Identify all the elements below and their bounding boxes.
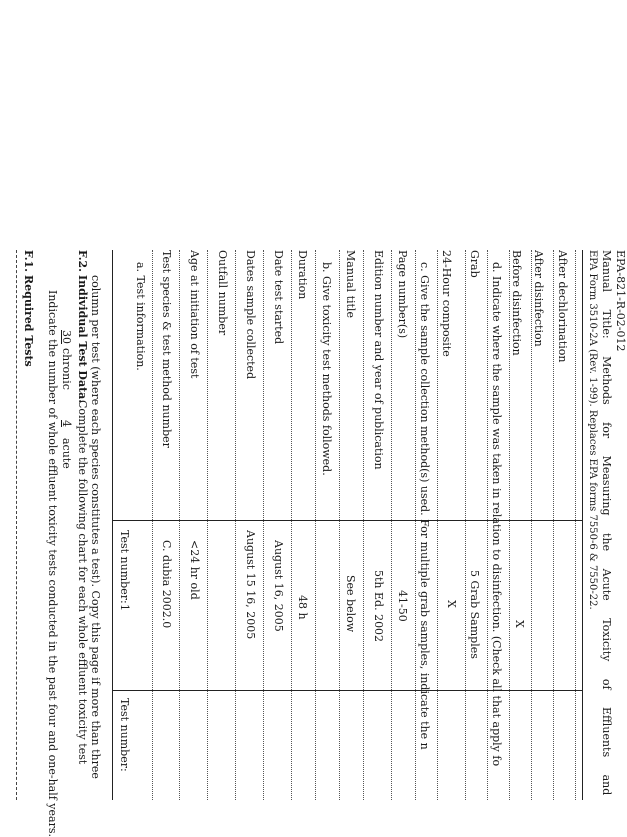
col-header-test-1: 1 — [118, 604, 131, 611]
row-value: 48 h — [296, 595, 309, 620]
section-f2-title: Individual Test Data. — [76, 275, 89, 404]
row-label: Manual title — [344, 250, 357, 318]
row-divider — [553, 250, 554, 800]
rotated-document — [18, 0, 627, 837]
row-divider — [315, 250, 316, 800]
group-b-label: b. Give toxicity test methods followed. — [320, 262, 333, 476]
section-f2-instruction-2: column per test (where each species constitutes a test). Copy this page if more than three — [89, 275, 102, 779]
manual-title-line: Manual Title: Methods for Measuring the Acute Toxicity of Effluents and — [600, 250, 613, 796]
form-number: EPA Form 3510-2A (Rev. 1-99). Replaces EPA forms 7550-6 & 7550-22. — [587, 250, 598, 610]
row-value: C. dubia 2002.0 — [160, 540, 173, 629]
chronic-count: 30 — [60, 330, 73, 344]
section-f1-number: F.1. — [22, 250, 35, 273]
section-f2-number: F.2. — [76, 250, 89, 273]
before-disinfection-check: X — [513, 620, 526, 628]
table-bottom-rule — [582, 250, 583, 800]
col-header-test-number-2: Test number: — [118, 698, 131, 772]
acute-count: 4 — [60, 420, 73, 427]
row-divider — [465, 250, 466, 800]
row-divider — [235, 250, 236, 800]
row-label: Grab — [468, 250, 481, 278]
row-label: After disinfection — [532, 250, 545, 347]
row-label: Dates sample collected — [244, 250, 257, 380]
row-label: Edition number and year of publication — [372, 250, 385, 470]
row-divider — [291, 250, 292, 800]
section-f1-instruction: Indicate the number of whole effluent toxicity tests conducted in the past four and one-half years. — [46, 290, 59, 837]
row-divider — [339, 250, 340, 800]
group-d-label: d. Indicate where the sample was taken in relation to disinfection. (Check all that apply fo — [490, 262, 503, 767]
column-divider-1 — [113, 520, 583, 521]
row-value: 41-50 — [396, 590, 409, 622]
row-divider — [207, 250, 208, 800]
row-label: Duration — [296, 250, 309, 300]
row-value: See below — [344, 575, 357, 633]
row-divider — [263, 250, 264, 800]
row-value: <24 hr old — [188, 540, 201, 600]
row-label: Before disinfection — [510, 250, 523, 356]
table-top-rule — [112, 250, 113, 800]
row-value: 5th Ed. 2002 — [372, 570, 385, 643]
row-label: Test species & test method number — [160, 250, 173, 448]
section-f1-title: Required Tests — [22, 275, 35, 367]
row-value: 5 Grab Samples — [468, 570, 481, 659]
composite-check: X — [445, 600, 458, 608]
row-divider — [179, 250, 180, 800]
top-rule — [16, 250, 17, 800]
row-value: August 15 16, 2005 — [244, 530, 257, 640]
row-divider — [415, 250, 416, 800]
manual-number: EPA-821-R-02-012 — [614, 250, 627, 352]
row-label: Page number(s) — [396, 250, 409, 339]
row-divider — [152, 250, 153, 800]
row-label: Outfall number — [216, 250, 229, 336]
column-divider-2 — [113, 690, 583, 691]
col-header-test-number: Test number: — [118, 530, 131, 604]
group-a-label: a. Test information. — [134, 262, 147, 371]
row-label: After dechlorination — [556, 250, 569, 363]
row-divider — [391, 250, 392, 800]
group-c-label: c. Give the sample collection method(s) used. For multiple grab samples, indicate the n — [418, 262, 431, 750]
row-label: Age at initiation of test — [188, 250, 201, 379]
row-value: August 16, 2005 — [272, 540, 285, 632]
row-divider — [437, 250, 438, 800]
section-f2-instruction-1: Complete the following chart for each whole effluent toxicity test — [76, 400, 89, 765]
row-divider — [487, 250, 488, 800]
row-divider — [363, 250, 364, 800]
chronic-label: chronic — [60, 348, 73, 390]
row-label: 24-Hour composite — [440, 250, 453, 357]
row-divider — [575, 250, 576, 800]
acute-label: acute — [60, 438, 73, 469]
row-label: Date test started — [272, 250, 285, 345]
